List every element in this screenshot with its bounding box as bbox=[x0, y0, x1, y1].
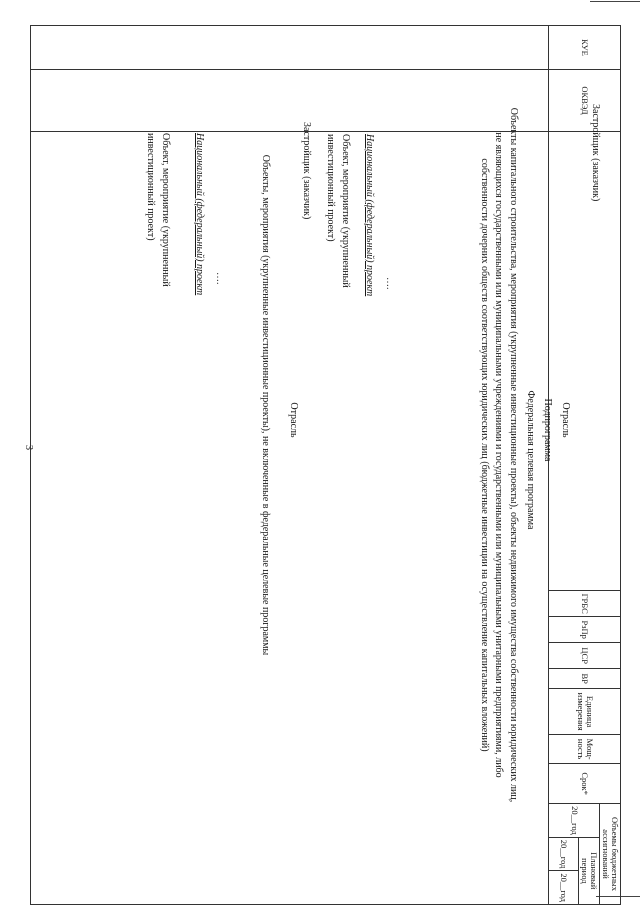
header-okved: ОКВЭД bbox=[549, 69, 621, 131]
section2-national-project: Национальный (федеральный) проект bbox=[364, 134, 375, 297]
section2-dots: …. bbox=[384, 277, 395, 290]
section1-object: Объект, мероприятие (укрупненный инвестиционный проект) bbox=[145, 133, 171, 287]
section3-developer: Застройщик (заказчик) bbox=[590, 104, 601, 202]
page-number: 3 bbox=[23, 445, 34, 450]
header-budget: Объемы бюджетных ассигнований bbox=[600, 804, 621, 905]
header-year-2: 20__год bbox=[549, 837, 579, 871]
body-cell-kue bbox=[31, 26, 549, 70]
section2-object: Объект, мероприятие (укрупненный инвестиционный проект) bbox=[325, 134, 351, 288]
header-capacity: Мощ- ность bbox=[549, 735, 621, 764]
header-term: Срок* bbox=[549, 764, 621, 804]
header-unit: Единица измерения bbox=[549, 689, 621, 735]
body-cell-okved bbox=[31, 69, 549, 131]
section2-branch: Отрасль bbox=[288, 402, 299, 438]
section3-subprogram: Подпрограмма bbox=[542, 398, 553, 462]
header-rzpr: РзПр bbox=[549, 617, 621, 643]
header-year-1: 20__год bbox=[549, 804, 600, 838]
header-year-3: 20__год bbox=[549, 871, 579, 905]
header-csr: ЦСР bbox=[549, 643, 621, 669]
header-grbs: ГРБС bbox=[549, 591, 621, 617]
section2-developer: Застройщик (заказчик) bbox=[301, 122, 312, 220]
section3-title: Объекты капитального строительства, мероприятия (укрупненные инвестиционные проекты), объекты недвижимого имущества собственности юридических лиц, не являющихся государственными или муниципальными учреждениями и государственными или муниципальными унитарными предприятиями, либо собственности дочерних обществ соответствующих юридических лиц (бюджетные инвестиции на осуществление капитальных вложений) bbox=[479, 107, 519, 803]
section1-dots: …. bbox=[214, 272, 225, 285]
section3-branch: Отрасль bbox=[560, 402, 571, 438]
header-vr: ВР bbox=[549, 669, 621, 689]
header-plan-period: Плановый период bbox=[579, 837, 600, 904]
section1-national-project: Национальный (федеральный) проект bbox=[194, 133, 205, 296]
header-name bbox=[549, 131, 621, 590]
section2-title: Объекты, мероприятия (укрупненные инвестиционные проекты), не включенные в федеральные целевые программы bbox=[260, 154, 271, 656]
section3-program: Федеральная целевая программа bbox=[525, 390, 536, 530]
header-kue: КУЕ bbox=[549, 26, 621, 70]
body-cell-content bbox=[31, 131, 549, 904]
